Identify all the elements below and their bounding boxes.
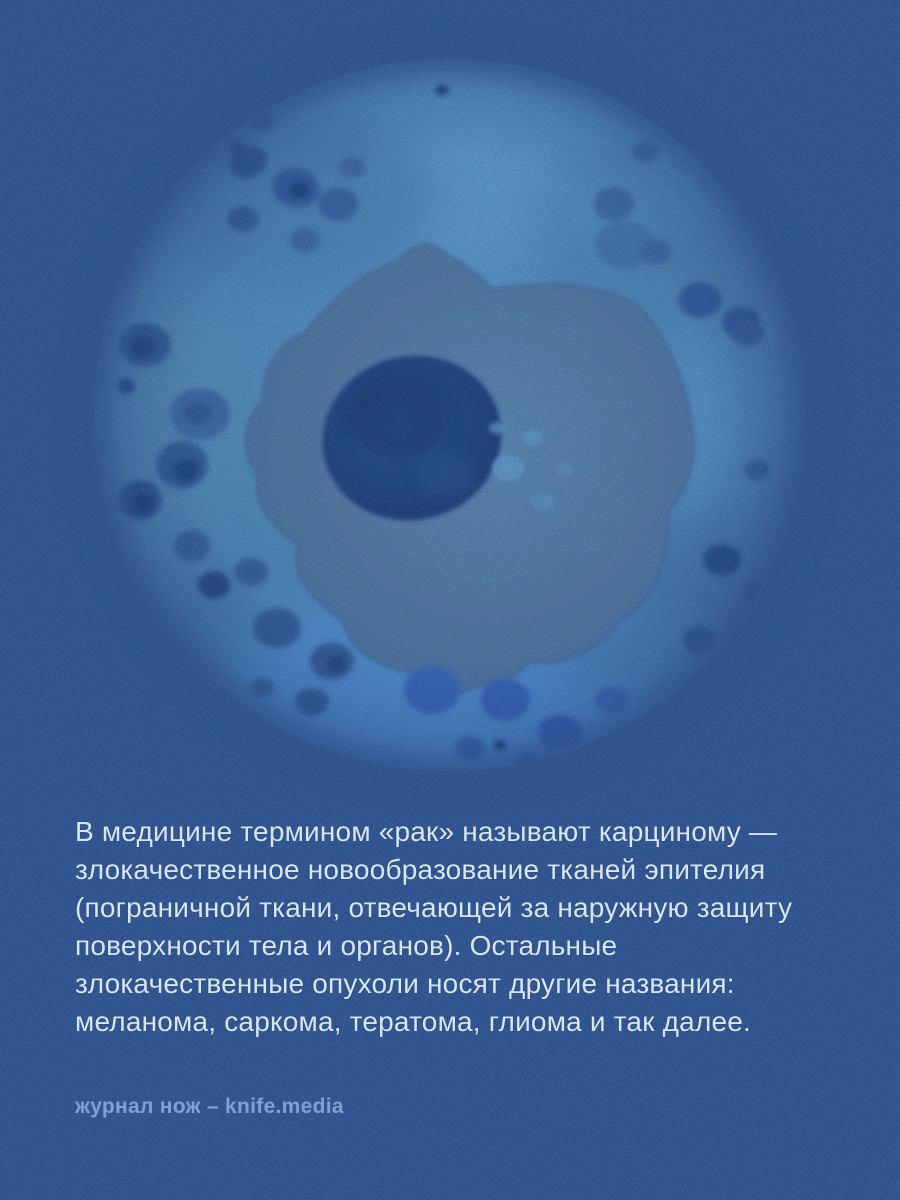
footer-credit xyxy=(75,1095,344,1119)
body-text-line: (пограничной ткани, отвечающей за наружную защиту xyxy=(75,892,793,923)
body-text-line: злокачественное новообразование тканей эпителия xyxy=(75,854,766,885)
body-text xyxy=(75,813,865,1041)
body-text-line: поверхности тела и органов). Остальные xyxy=(75,930,618,961)
body-text-line: меланома, саркома, тератома, глиома и так далее. xyxy=(75,1006,752,1037)
footer-credit-text: журнал нож – knife.media xyxy=(75,1095,344,1118)
body-text-line: В медицине термином «рак» называют карциному — xyxy=(75,816,778,847)
body-text-line: злокачественные опухоли носят другие названия: xyxy=(75,968,735,999)
